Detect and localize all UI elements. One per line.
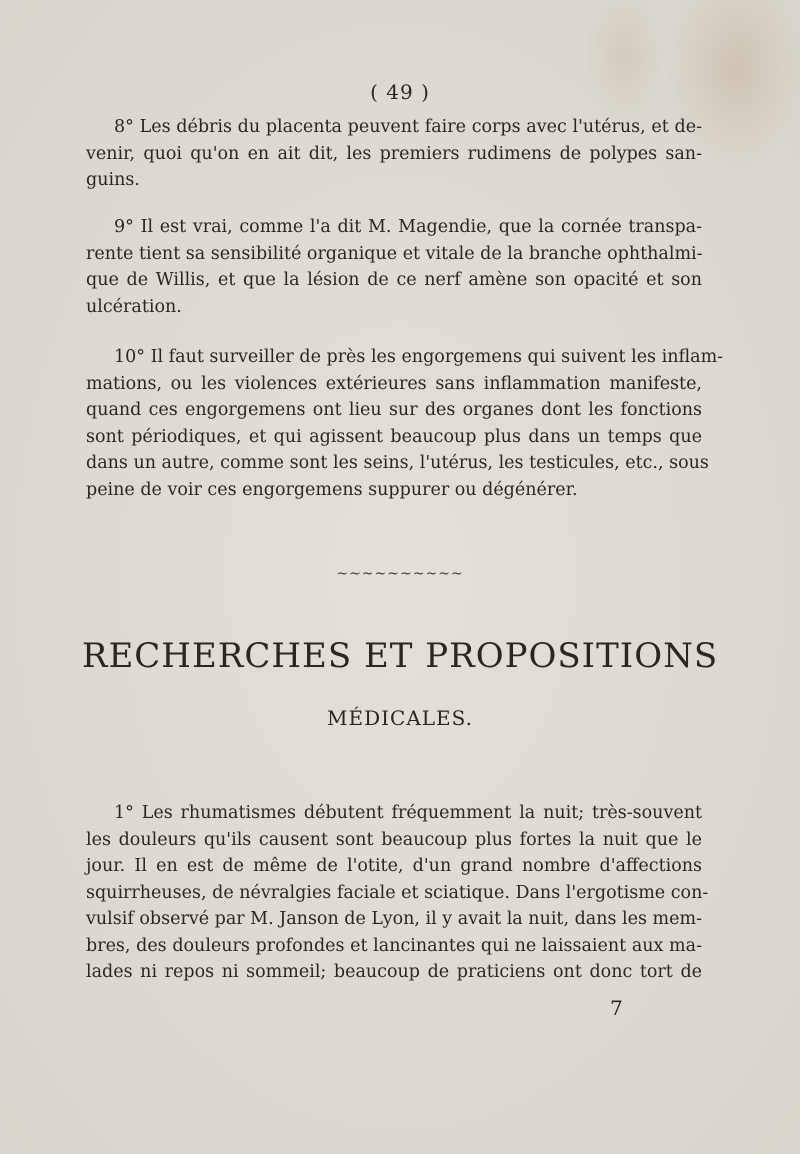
text-line: dans un autre, comme sont les seins, l'utérus, les testicules, etc., sous [86, 453, 709, 473]
section-subtitle: MÉDICALES. [327, 706, 473, 730]
text-line: 1° Les rhumatismes débutent fréquemment la nuit; très-souvent [114, 803, 702, 823]
text-line: ulcération. [86, 296, 182, 317]
signature-mark: 7 [610, 996, 623, 1020]
text-line: vulsif observé par M. Janson de Lyon, il y avait la nuit, dans les mem- [86, 909, 702, 929]
text-line: bres, des douleurs profondes et lancinantes qui ne laissaient aux ma- [86, 935, 702, 956]
text-line: 9° Il est vrai, comme l'a dit M. Magendie, que la cornée transpa- [114, 217, 702, 237]
decorative-rule: ~~~~~~~~~~ [336, 566, 464, 582]
text-line: jour. Il en est de même de l'otite, d'un grand nombre d'affections [86, 856, 702, 876]
text-line: rente tient sa sensibilité organique et vitale de la branche ophthalmi- [86, 243, 703, 264]
text-line: mations, ou les violences extérieures sans inflammation manifeste, [86, 373, 702, 394]
paragraph-10 [86, 344, 724, 503]
text-line: squirrheuses, de névralgies faciale et sciatique. Dans l'ergotisme con- [86, 882, 709, 903]
text-line: sont périodiques, et qui agissent beaucoup plus dans un temps que [86, 426, 702, 447]
text-line: lades ni repos ni sommeil; beaucoup de praticiens ont donc tort de [86, 962, 702, 982]
text-line: venir, quoi qu'on en ait dit, les premiers rudimens de polypes san- [86, 143, 702, 164]
text-line: 8° Les débris du placenta peuvent faire corps avec l'utérus, et de- [114, 117, 702, 137]
text-line: guins. [86, 170, 140, 190]
text-line: peine de voir ces engorgemens suppurer ou dégénérer. [86, 479, 578, 500]
text-line: quand ces engorgemens ont lieu sur des organes dont les fonctions [86, 400, 702, 420]
page-number: ( 49 ) [370, 80, 430, 104]
text-line: que de Willis, et que la lésion de ce nerf amène son opacité et son [86, 270, 702, 290]
section-title: RECHERCHES ET PROPOSITIONS [81, 636, 719, 676]
section-paragraph-1 [86, 800, 709, 986]
paragraph-9 [86, 214, 702, 320]
text-line: les douleurs qu'ils causent sont beaucoup plus fortes la nuit que le [86, 829, 702, 850]
paragraph-8 [86, 114, 702, 194]
text-line: 10° Il faut surveiller de près les engorgemens qui suivent les inflam- [114, 347, 724, 367]
